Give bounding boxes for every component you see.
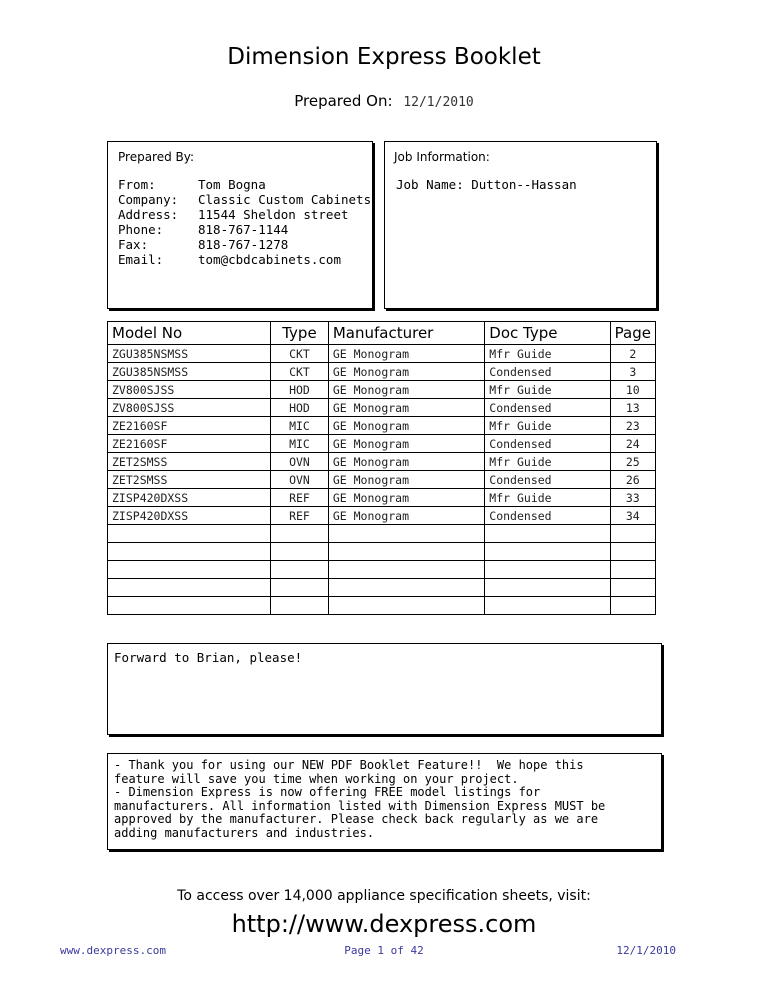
announcement-line: feature will save you time when working on your project. — [114, 771, 519, 786]
table-cell — [328, 579, 484, 597]
table-cell: Mfr Guide — [485, 381, 610, 399]
table-cell: ZE2160SF — [108, 417, 271, 435]
table-cell — [108, 579, 271, 597]
table-cell: Condensed — [485, 471, 610, 489]
document-title: Dimension Express Booklet — [227, 44, 541, 70]
notes-text: Forward to Brian, please! — [114, 650, 303, 665]
table-cell — [271, 561, 329, 579]
prepared-by-row — [118, 207, 373, 222]
table-cell: ZISP420DXSS — [108, 507, 271, 525]
table-cell — [610, 543, 655, 561]
table-cell: Condensed — [485, 363, 610, 381]
footer-right: 12/1/2010 — [616, 944, 676, 957]
table-cell: OVN — [271, 471, 329, 489]
table-cell: GE Monogram — [328, 417, 484, 435]
prepared-by-value: 818-767-1278 — [198, 237, 289, 252]
access-text: To access over 14,000 appliance specification sheets, visit: — [177, 888, 591, 904]
table-cell: CKT — [271, 363, 329, 381]
table-cell: Condensed — [485, 435, 610, 453]
prepared-by-value: Classic Custom Cabinets — [198, 192, 372, 207]
table-cell: MIC — [271, 435, 329, 453]
table-cell: GE Monogram — [328, 345, 484, 363]
table-cell — [485, 525, 610, 543]
table-cell: GE Monogram — [328, 507, 484, 525]
table-row — [108, 525, 656, 543]
announcement-text — [114, 759, 605, 840]
prepared-by-row — [118, 237, 373, 252]
table-cell: 34 — [610, 507, 655, 525]
prepared-by-row — [118, 222, 373, 237]
footer-center: Page 1 of 42 — [344, 944, 424, 957]
announcement-line: adding manufacturers and industries. — [114, 825, 375, 840]
prepared-by-details — [118, 177, 373, 267]
table-cell — [610, 525, 655, 543]
prepared-by-value: tom@cbdcabinets.com — [198, 252, 341, 267]
table-cell — [610, 579, 655, 597]
table-cell: ZV800SJSS — [108, 399, 271, 417]
prepared-by-row — [118, 177, 373, 192]
table-cell: GE Monogram — [328, 381, 484, 399]
table-cell: 3 — [610, 363, 655, 381]
prepared-by-key: From: — [118, 177, 156, 192]
prepared-by-value: 818-767-1144 — [198, 222, 289, 237]
table-row — [108, 399, 656, 417]
table-row — [108, 597, 656, 615]
footer-left: www.dexpress.com — [60, 944, 166, 957]
table-cell: ZET2SMSS — [108, 471, 271, 489]
table-row — [108, 471, 656, 489]
announcement-box — [107, 753, 662, 850]
table-cell: Mfr Guide — [485, 345, 610, 363]
table-row — [108, 453, 656, 471]
table-cell — [328, 561, 484, 579]
table-row — [108, 435, 656, 453]
table-cell: 23 — [610, 417, 655, 435]
table-row — [108, 543, 656, 561]
header-model-no: Model No — [108, 322, 271, 345]
announcement-line: approved by the manufacturer. Please check back regularly as we are — [114, 812, 599, 826]
table-cell — [328, 543, 484, 561]
table-cell: GE Monogram — [328, 453, 484, 471]
table-cell: REF — [271, 489, 329, 507]
table-cell: 10 — [610, 381, 655, 399]
prepared-by-key: Fax: — [118, 237, 149, 252]
table-cell — [610, 561, 655, 579]
table-cell: ZISP420DXSS — [108, 489, 271, 507]
table-cell: Mfr Guide — [485, 453, 610, 471]
table-cell: Condensed — [485, 507, 610, 525]
header-manufacturer: Manufacturer — [328, 322, 484, 345]
table-cell — [485, 579, 610, 597]
table-row — [108, 417, 656, 435]
table-cell: 2 — [610, 345, 655, 363]
table-cell — [108, 543, 271, 561]
table-cell — [271, 597, 329, 615]
table-cell: HOD — [271, 399, 329, 417]
prepared-by-key: Company: — [118, 192, 179, 207]
announcement-line: - Thank you for using our NEW PDF Booklet Feature!! We hope this — [114, 758, 584, 772]
table-cell: 24 — [610, 435, 655, 453]
table-cell: Condensed — [485, 399, 610, 417]
table-cell: 25 — [610, 453, 655, 471]
table-cell: HOD — [271, 381, 329, 399]
table-cell — [271, 525, 329, 543]
table-cell: ZET2SMSS — [108, 453, 271, 471]
prepared-on-label: Prepared On: — [294, 92, 393, 110]
models-table — [107, 321, 656, 615]
prepared-by-box — [107, 141, 373, 309]
header-doc-type: Doc Type — [485, 322, 610, 345]
table-cell: ZV800SJSS — [108, 381, 271, 399]
table-cell: Mfr Guide — [485, 417, 610, 435]
table-row — [108, 507, 656, 525]
table-cell: CKT — [271, 345, 329, 363]
table-cell: ZGU385NSMSS — [108, 345, 271, 363]
table-cell — [485, 597, 610, 615]
job-info-label: Job Information: — [394, 150, 490, 164]
prepared-by-key: Phone: — [118, 222, 164, 237]
table-row — [108, 345, 656, 363]
prepared-by-key: Address: — [118, 207, 179, 222]
table-row — [108, 363, 656, 381]
prepared-by-label: Prepared By: — [118, 150, 195, 164]
table-cell — [485, 543, 610, 561]
prepared-by-value: 11544 Sheldon street — [198, 207, 349, 222]
table-header-row — [108, 322, 656, 345]
table-row — [108, 579, 656, 597]
table-cell: ZGU385NSMSS — [108, 363, 271, 381]
prepared-by-row — [118, 192, 373, 207]
prepared-by-row — [118, 252, 373, 267]
access-url[interactable]: http://www.dexpress.com — [231, 910, 537, 938]
table-cell: ZE2160SF — [108, 435, 271, 453]
table-cell: REF — [271, 507, 329, 525]
table-cell: 26 — [610, 471, 655, 489]
announcement-line: - Dimension Express is now offering FREE model listings for — [114, 785, 541, 799]
table-cell — [108, 561, 271, 579]
table-cell: GE Monogram — [328, 489, 484, 507]
prepared-on-date: 12/1/2010 — [403, 95, 474, 110]
table-row — [108, 381, 656, 399]
table-cell — [610, 597, 655, 615]
table-cell: GE Monogram — [328, 363, 484, 381]
prepared-on — [0, 92, 768, 110]
table-cell: 33 — [610, 489, 655, 507]
table-cell — [108, 597, 271, 615]
table-cell — [271, 579, 329, 597]
notes-box — [107, 643, 662, 735]
prepared-by-key: Email: — [118, 252, 164, 267]
table-cell: OVN — [271, 453, 329, 471]
table-cell: GE Monogram — [328, 399, 484, 417]
announcement-line: manufacturers. All information listed with Dimension Express MUST be — [114, 798, 606, 813]
header-page: Page — [610, 322, 655, 345]
table-cell: Mfr Guide — [485, 489, 610, 507]
table-row — [108, 489, 656, 507]
table-row — [108, 561, 656, 579]
job-name: Job Name: Dutton--Hassan — [396, 177, 577, 192]
header-type: Type — [271, 322, 329, 345]
table-cell: 13 — [610, 399, 655, 417]
table-cell — [108, 525, 271, 543]
job-info-box — [384, 141, 657, 309]
table-cell — [485, 561, 610, 579]
table-cell — [328, 597, 484, 615]
table-cell: GE Monogram — [328, 435, 484, 453]
table-cell: MIC — [271, 417, 329, 435]
prepared-by-value: Tom Bogna — [198, 177, 266, 192]
table-cell: GE Monogram — [328, 471, 484, 489]
table-cell — [328, 525, 484, 543]
table-cell — [271, 543, 329, 561]
